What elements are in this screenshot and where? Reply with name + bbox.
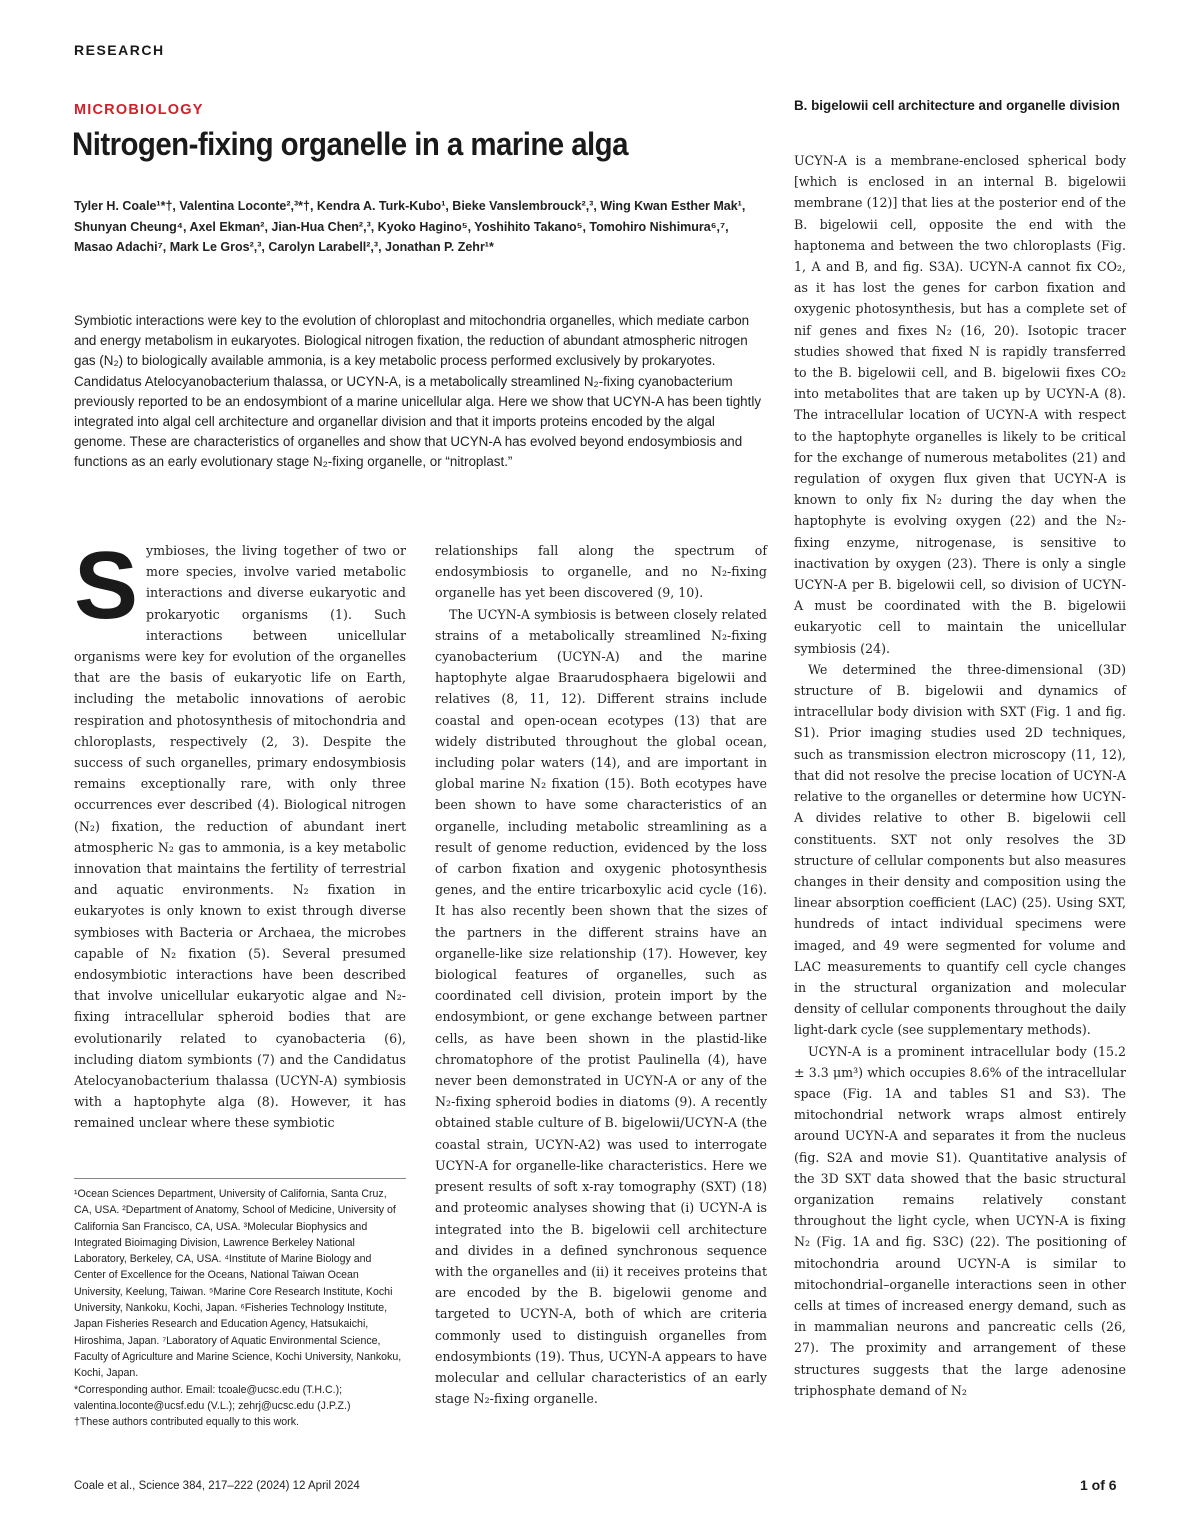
- paragraph: ymbioses, the living together of two or more species, involve varied metabolic interactions and diverse eukaryotic and prokaryotic organisms (1). Such interactions between unicellular organisms were key for evolution of the organelles that are the basis of eukaryotic life on Earth, including the metabolic innovations of aerobic respiration and photosynthesis of mitochondria and chloroplasts, respectively (2, 3). Despite the success of such organelles, primary endosymbiosis remains exceptionally rare, with only three occurrences ever described (4). Biological nitrogen (N₂) fixation, the reduction of abundant inert atmospheric N₂ gas to ammonia, is a key metabolic innovation that maintains the fertility of terrestrial and aquatic environments. N₂ fixation in eukaryotes is only known to exist through diverse symbioses with Bacteria or Archaea, the microbes capable of N₂ fixation (5). Several presumed endosymbiotic interactions have been described that involve unicellular eukaryotic algae and N₂-fixing intracellular spheroid bodies that are evolutionarily related to cyanobacteria (6), including diatom symbionts (7) and the Candidatus Atelocyanobacterium thalassa (UCYN-A) symbiosis with a haptophyte alga (8). However, it has remained unclear where these symbiotic: [74, 543, 406, 1131]
- paragraph: We determined the three-dimensional (3D) structure of B. bigelowii and dynamics of intracellular body division with SXT (Fig. 1 and fig. S1). Prior imaging studies used 2D techniques, such as transmission electron microscopy (11, 12), that did not resolve the precise location of UCYN-A relative to the organelles or determine how UCYN-A divides relative to other B. bigelowii cell constituents. SXT not only resolves the 3D structure of cellular components but also measures changes in their density and composition using the linear absorption coefficient (LAC) (25). Using SXT, hundreds of intact individual specimens were imaged, and 49 were segmented for volume and LAC measurements to quantify cell cycle changes in the structural organization and molecular density of cellular components throughout the daily light-dark cycle (see supplementary methods).: [794, 661, 1126, 1038]
- paragraph: UCYN-A is a membrane-enclosed spherical body [which is enclosed in an internal B. bigelowii membrane (12)] that lies at the posterior end of the B. bigelowii cell, opposite the end with the haptonema and between the two chloroplasts (Fig. 1, A and B, and fig. S3A). UCYN-A cannot fix CO₂, as it has lost the genes for carbon fixation and oxygenic photosynthesis, but has a complete set of nif genes and fixes N₂ (16, 20). Isotopic tracer studies showed that fixed N is rapidly transferred to the B. bigelowii cell, and B. bigelowii fixes CO₂ into metabolites that are taken up by UCYN-A (8). The intracellular location of UCYN-A with respect to the haptophyte organelles is likely to be critical for the exchange of numerous metabolites (21) and regulation of oxygen flux given that UCYN-A is known to only fix N₂ during the day when the haptophyte is evolving oxygen (22) and the N₂-fixing enzyme, nitrogenase, is sensitive to inactivation by oxygen (23). There is only a single UCYN-A per B. bigelowii cell, so division of UCYN-A must be coordinated with the B. bigelowii eukaryotic cell to maintain the unicellular symbiosis (24).: [794, 153, 1126, 656]
- paragraph: UCYN-A is a prominent intracellular body (15.2 ± 3.3 μm³) which occupies 8.6% of the intracellular space (Fig. 1A and tables S1 and S3). The mitochondrial network wraps almost entirely around UCYN-A and separates it from the nucleus (fig. S2A and movie S1). Quantitative analysis of the 3D SXT data showed that the basic structural organization remains relatively constant throughout the light cycle, when UCYN-A is fixing N₂ (Fig. 1A and fig. S3C) (22). The positioning of mitochondria around UCYN-A is similar to mitochondrial–organelle interactions seen in other cells at times of increased energy demand, such as in mammalian neurons and pancreatic cells (26, 27). The proximity and arrangement of these structures suggests that the large adenosine triphosphate demand of N₂: [794, 1043, 1126, 1398]
- equal-contribution-note: †These authors contributed equally to this work.: [74, 1416, 299, 1429]
- paragraph: The UCYN-A symbiosis is between closely related strains of a metabolically streamlined N₂-fixing cyanobacterium (UCYN-A) and the marine haptophyte algae Braarudosphaera bigelowii and relatives (8, 11, 12). Different strains include coastal and open-ocean ecotypes (13) that are widely distributed throughout the global ocean, including polar waters (14), and are important in global marine N₂ fixation (15). Both ecotypes have been shown to have some characteristics of an organelle, including metabolic streamlining as a result of genome reduction, evidenced by the loss of carbon fixation and oxygenic photosynthesis genes, and the entire tricarboxylic acid cycle (16). It has also recently been shown that the sizes of the partners in the different strains have an organelle-like size relationship (17). However, key biological features of organelles, such as coordinated cell division, protein import by the endosymbiont, or gene exchange between partner cells, as have been shown in the plastid-like chromatophore of the protist Paulinella (4), have never been demonstrated in UCYN-A or any of the N₂-fixing spheroid bodies in diatoms (9). A recently obtained stable culture of B. bigelowii/UCYN-A (the coastal strain, UCYN-A2) was used to interrogate UCYN-A for organelle-like characteristics. Here we present results of soft x-ray tomography (SXT) (18) and proteomic analyses showing that (i) UCYN-A is integrated into the B. bigelowii cell architecture and divides in a defined synchronous sequence with the organelles and (ii) it receives proteins that are encoded by the B. bigelowii genome and targeted to UCYN-A, both of which are criteria commonly used to distinguish organelles from endosymbionts (19). Thus, UCYN-A appears to have molecular and cellular characteristics of an early stage N₂-fixing organelle.: [435, 606, 767, 1407]
- drop-cap: S: [74, 532, 139, 639]
- affiliations-block: [74, 1186, 406, 1430]
- author-list: Tyler H. Coale¹*†, Valentina Loconte²,³*†, Kendra A. Turk-Kubo¹, Bieke Vanslembrouck²,³, Wing Kwan Esther Mak¹, Shunyan Cheung⁴, Axel Ekman², Jian-Hua Chen²,³, Kyoko Hagino⁵, Yoshihito Takano⁵, Tomohiro Nishimura⁶,⁷, Masao Adachi⁷, Mark Le Gros²,³, Carolyn Larabell²,³, Jonathan P. Zehr¹*: [74, 199, 746, 254]
- article-title: Nitrogen-fixing organelle in a marine alga: [72, 126, 628, 162]
- affiliations: ¹Ocean Sciences Department, University of California, Santa Cruz, CA, USA. ²Department of Anatomy, School of Medicine, University of California San Francisco, CA, USA. ³Molecular Biophysics and Integrated Bioimaging Division, Lawrence Berkeley National Laboratory, Berkeley, CA, USA. ⁴Institute of Marine Biology and Center of Excellence for the Oceans, National Taiwan Ocean University, Keelung, Taiwan. ⁵Marine Core Research Institute, Kochi University, Nankoku, Kochi, Japan. ⁶Fisheries Technology Institute, Japan Fisheries Research and Education Agency, Hatsukaichi, Hiroshima, Japan. ⁷Laboratory of Aquatic Environmental Science, Faculty of Agriculture and Marine Science, Kochi University, Nankoku, Kochi, Japan.: [74, 1188, 402, 1380]
- section-label: RESEARCH: [74, 42, 165, 58]
- section-heading: B. bigelowii cell architecture and organelle division: [794, 98, 1120, 113]
- body-column-1: [74, 532, 406, 1134]
- footer-citation: Coale et al., Science 384, 217–222 (2024) 12 April 2024: [74, 1480, 360, 1492]
- abstract: Symbiotic interactions were key to the evolution of chloroplast and mitochondria organelles, which mediate carbon and energy metabolism in eukaryotes. Biological nitrogen fixation, the reduction of abundant atmospheric nitrogen gas (N₂) to biologically available ammonia, is a key metabolic process performed exclusively by prokaryotes. Candidatus Atelocyanobacterium thalassa, or UCYN-A, is a metabolically streamlined N₂-fixing cyanobacterium previously reported to be an endosymbiont of a marine unicellular alga. Here we show that UCYN-A has been tightly integrated into algal cell architecture and organellar division and that it imports proteins encoded by the algal genome. These are characteristics of organelles and show that UCYN-A has evolved beyond endosymbiosis and functions as an early evolutionary stage N₂-fixing organelle, or “nitroplast.”: [74, 313, 762, 470]
- affiliation-divider: [74, 1178, 406, 1179]
- body-column-3: [794, 150, 1126, 1401]
- body-column-2: [435, 540, 767, 1409]
- corresponding-author: *Corresponding author. Email: tcoale@ucsc.edu (T.H.C.); valentina.loconte@ucsf.edu (V.L.); zehrj@ucsc.edu (J.P.Z.): [74, 1383, 351, 1412]
- paragraph: relationships fall along the spectrum of endosymbiosis to organelle, and no N₂-fixing organelle has yet been discovered (9, 10).: [435, 543, 767, 601]
- article-kicker: MICROBIOLOGY: [74, 102, 204, 118]
- page-number: 1 of 6: [1080, 1477, 1117, 1493]
